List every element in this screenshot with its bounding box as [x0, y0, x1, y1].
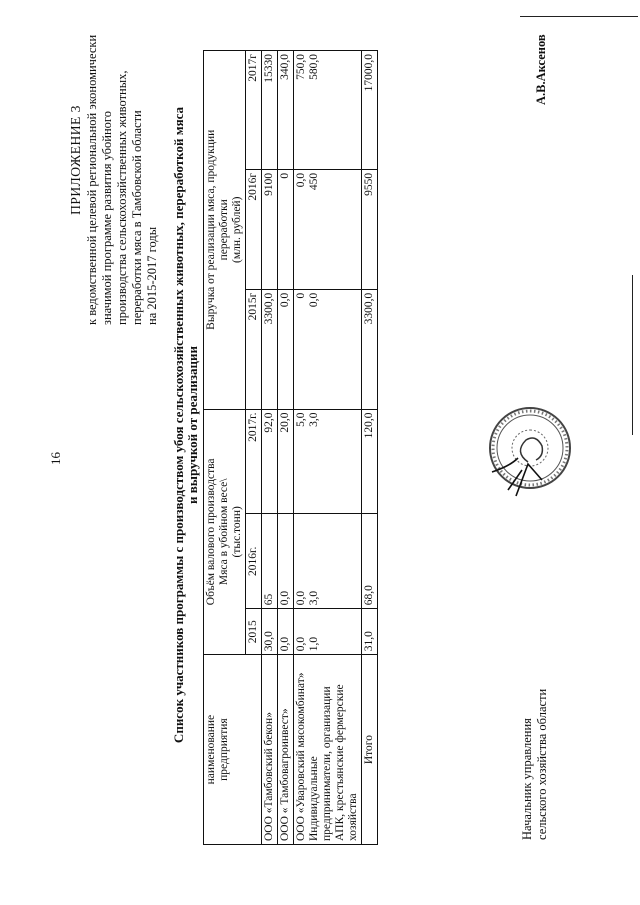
table-row [362, 51, 378, 845]
title-line: Список участников программы с производством убоя сельскохозяйственных животных, переработкой мяса [171, 106, 186, 744]
value-cell: 0 0,0 [294, 289, 362, 409]
page-number: 16 [48, 452, 63, 465]
appendix-line: на 2015-2017 годы [145, 226, 159, 325]
enterprise-name-cell: ООО «Тамбовский бекон» [262, 655, 278, 845]
signature-icon [492, 458, 542, 496]
value-cell: 120,0 [362, 409, 378, 514]
appendix-heading: ПРИЛОЖЕНИЕ 3 [68, 105, 83, 215]
enterprise-name-cell: ООО « Тамбовагроинвест» [278, 655, 294, 845]
appendix-line: к ведомственной целевой региональной экономически [85, 34, 99, 325]
header-production: Объём валового производства Мяса в убойном весе\ (тыс.тонн) [204, 409, 246, 655]
appendix-block [68, 0, 160, 325]
value-cell: 3300,0 [362, 289, 378, 409]
value-cell: 0,0 [278, 514, 294, 609]
appendix-line: значимой программе развития убойного [100, 111, 114, 325]
table-header-row [204, 51, 246, 845]
title-line: и выручкой от реализации [185, 346, 200, 504]
year-header: 2017г [246, 51, 262, 170]
official-seal-stamp [470, 400, 580, 510]
header-enterprise: наименование предприятия [204, 655, 262, 845]
appendix-line: переработки мяса в Тамбовской области [130, 110, 144, 325]
value-cell: 750,0 580,0 [294, 51, 362, 170]
scan-edge-line [520, 16, 638, 17]
value-cell: 0,0 3,0 [294, 514, 362, 609]
value-cell: 340,0 [278, 51, 294, 170]
value-cell: 9100 [262, 169, 278, 289]
year-header: 2015 [246, 609, 262, 655]
appendix-line: производства сельскохозяйственных животных, [115, 70, 129, 325]
value-cell: 17000,0 [362, 51, 378, 170]
value-cell: 15330 [262, 51, 278, 170]
enterprise-name-cell: ООО «Уваровский мясокомбинат» Индивидуальные предприниматели, организации АПК, крестьянские фермерские хозяйства [294, 655, 362, 845]
value-cell: 20,0 [278, 409, 294, 514]
value-cell: 0 [278, 169, 294, 289]
enterprise-name-cell: Итого [362, 655, 378, 845]
value-cell: 92,0 [262, 409, 278, 514]
value-cell: 3300,0 [262, 289, 278, 409]
document-title [172, 55, 200, 795]
value-cell: 0,0 450 [294, 169, 362, 289]
value-cell: 68,0 [362, 514, 378, 609]
scan-edge-line [632, 275, 633, 435]
year-header: 2017г. [246, 409, 262, 514]
year-header: 2016г. [246, 514, 262, 609]
value-cell: 0,0 1,0 [294, 609, 362, 655]
year-header: 2015г [246, 289, 262, 409]
signer-position-line: Начальник управления [520, 718, 534, 840]
value-cell: 30,0 [262, 609, 278, 655]
table-row [262, 51, 278, 845]
signer-name: А.В.Аксенов [534, 34, 548, 105]
value-cell: 5,0 3,0 [294, 409, 362, 514]
signer-position-line: сельского хозяйства области [535, 688, 549, 840]
value-cell: 31,0 [362, 609, 378, 655]
value-cell: 0,0 [278, 289, 294, 409]
table-row [278, 51, 294, 845]
table-row [294, 51, 362, 845]
participants-table [203, 50, 378, 845]
header-revenue: Выручка от реализации мяса, продукции переработки (млн. рублей) [204, 51, 246, 410]
value-cell: 0,0 [278, 609, 294, 655]
signer-block [520, 540, 550, 840]
value-cell: 65 [262, 514, 278, 609]
value-cell: 9550 [362, 169, 378, 289]
year-header: 2016г [246, 169, 262, 289]
